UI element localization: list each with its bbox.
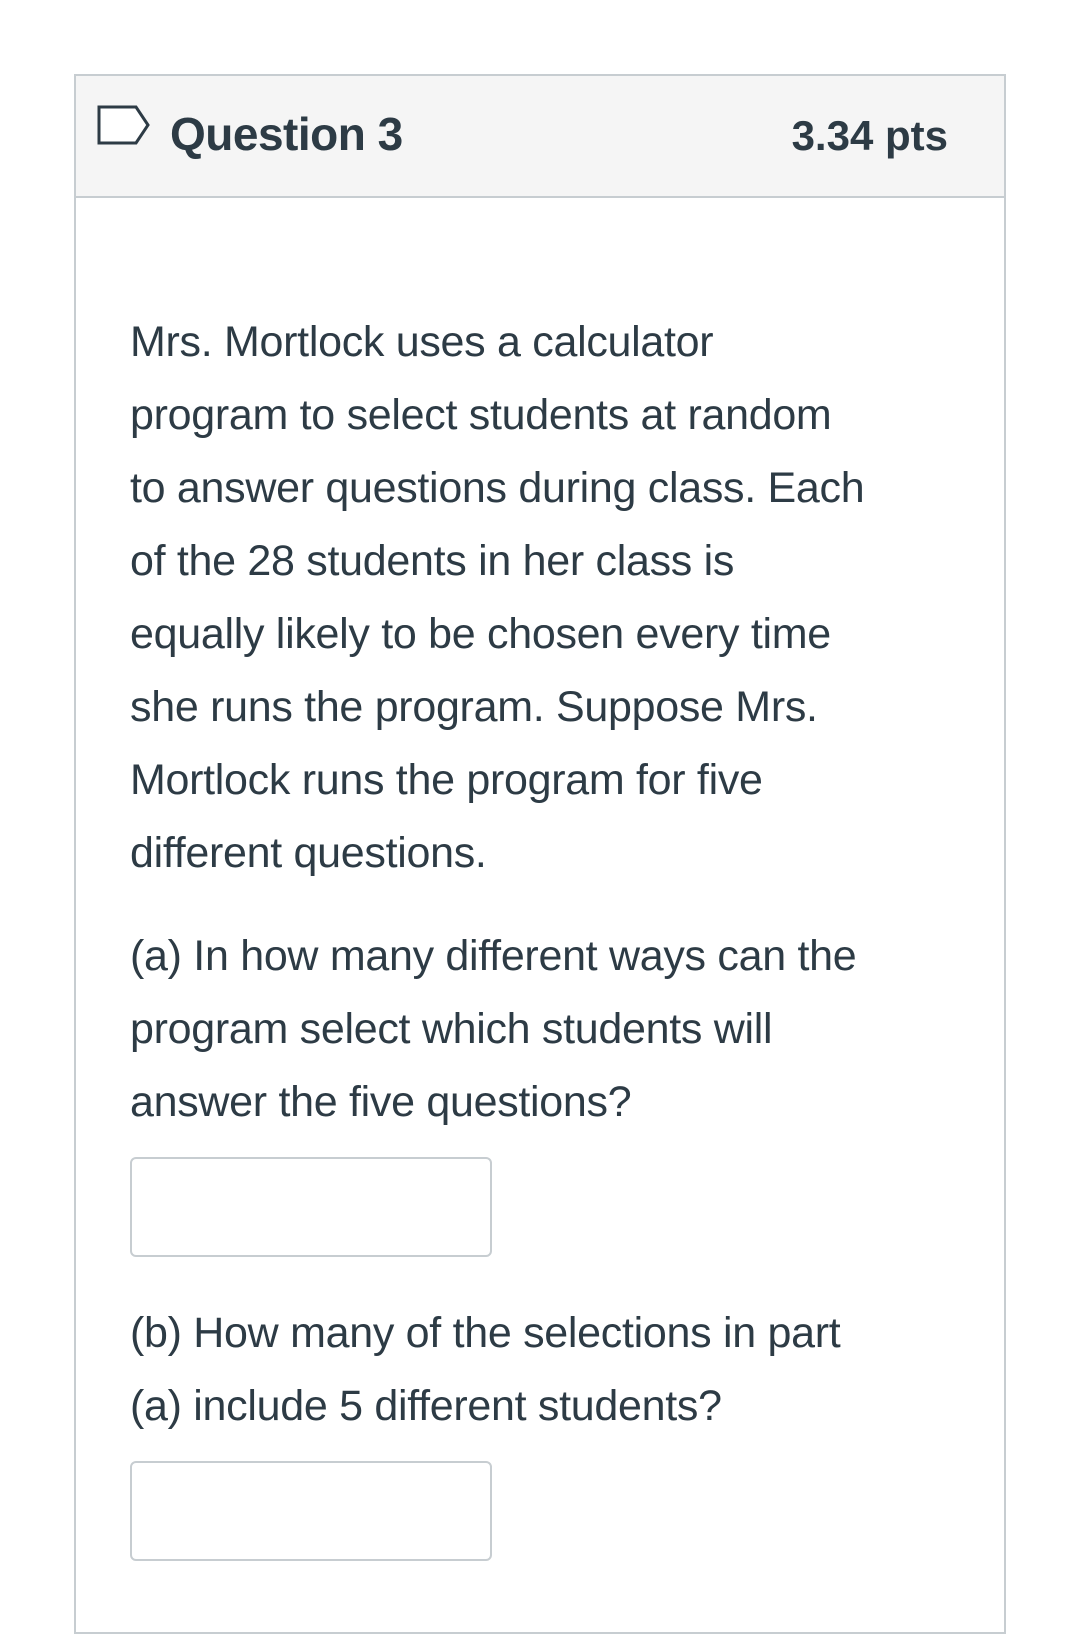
part-a [130, 920, 960, 1257]
question-title: Question 3 [170, 108, 403, 160]
question-body [130, 306, 960, 1561]
question-intro-line: she runs the program. Suppose Mrs. [130, 683, 818, 731]
question-intro-line: Mortlock runs the program for five [130, 756, 763, 804]
question-header [76, 76, 1004, 198]
question-intro-line: of the 28 students in her class is [130, 537, 735, 585]
part-a-line: (a) In how many different ways can the [130, 932, 857, 980]
part-b-answer-input[interactable] [130, 1461, 492, 1561]
flag-question-icon[interactable] [96, 104, 152, 146]
question-points: 3.34 pts [791, 112, 948, 159]
part-a-line: program select which students will [130, 1005, 773, 1053]
question-intro-line: equally likely to be chosen every time [130, 610, 831, 658]
part-a-answer-input[interactable] [130, 1157, 492, 1257]
question-intro-line: program to select students at random [130, 391, 832, 439]
part-a-line: answer the five questions? [130, 1078, 632, 1126]
part-b-line: (a) include 5 different students? [130, 1382, 722, 1430]
question-intro [130, 306, 960, 890]
part-b-line: (b) How many of the selections in part [130, 1309, 841, 1357]
question-intro-line: different questions. [130, 829, 487, 877]
question-intro-line: to answer questions during class. Each [130, 464, 865, 512]
part-b [130, 1297, 960, 1561]
question-intro-line: Mrs. Mortlock uses a calculator [130, 318, 714, 366]
question-card [74, 74, 1006, 1634]
